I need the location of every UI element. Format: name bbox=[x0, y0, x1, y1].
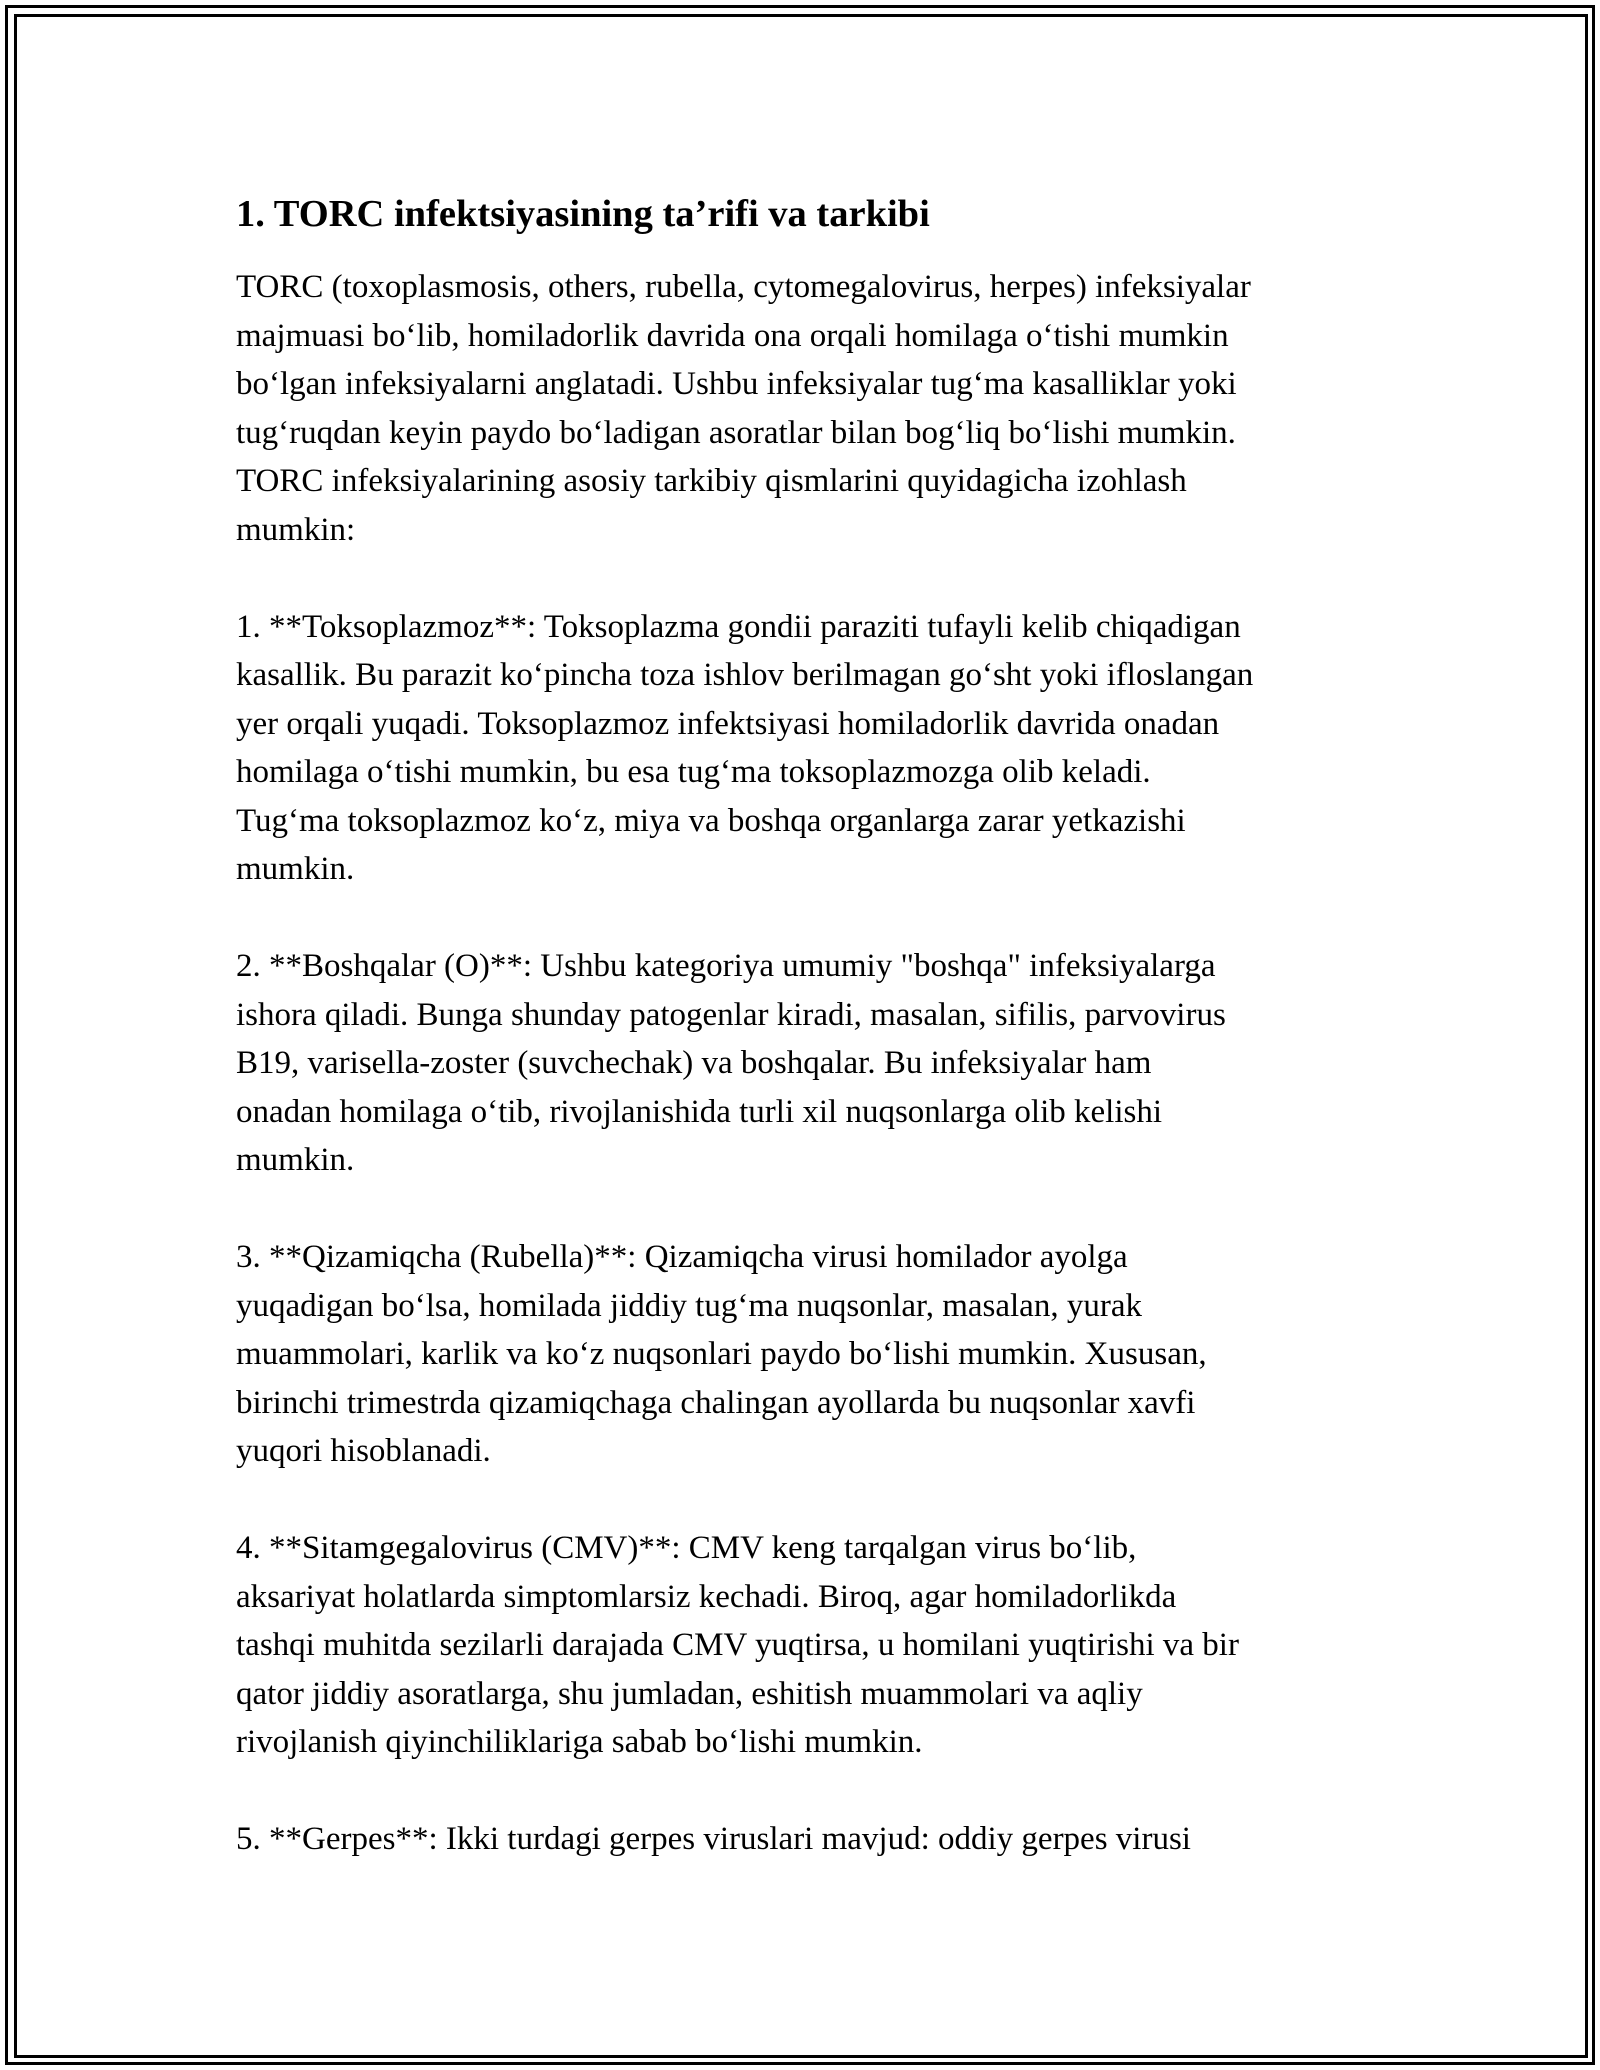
document-body bbox=[236, 185, 1386, 1864]
paragraph-gap bbox=[236, 1476, 1386, 1525]
intro-paragraph: TORC (toxoplasmosis, others, rubella, cytomegalovirus, herpes) infeksiyalar majmuasi bo‘lib, homiladorlik davrida ona orqali homilaga o‘tishi mumkin bo‘lgan infeksiyalarni anglatadi. Ushbu infeksiyalar tug‘ma kasalliklar yoki tug‘ruqdan keyin paydo bo‘ladigan asoratlar bilan bog‘liq bo‘lishi mumkin. TORC infeksiyalarining asosiy tarkibiy qismlarini quyidagicha izohlash mumkin: bbox=[236, 269, 1251, 548]
list-item-cmv: 4. **Sitamgegalovirus (CMV)**: CMV keng tarqalgan virus bo‘lib, aksariyat holatlarda simptomlarsiz kechadi. Biroq, agar homiladorlikda tashqi muhitda sezilarli darajada CMV yuqtirsa, u homilani yuqtirishi va bir qator jiddiy asoratlarga, shu jumladan, eshitish muammolari va aqliy rivojlanish qiyinchiliklariga sabab bo‘lishi mumkin. bbox=[236, 1530, 1239, 1760]
list-item-rubella: 3. **Qizamiqcha (Rubella)**: Qizamiqcha virusi homilador ayolga yuqadigan bo‘lsa, homilada jiddiy tug‘ma nuqsonlar, masalan, yurak muammolari, karlik va ko‘z nuqsonlari paydo bo‘lishi mumkin. Xususan, birinchi trimestrda qizamiqchaga chalingan ayollarda bu nuqsonlar xavfi yuqori hisoblanadi. bbox=[236, 1239, 1207, 1469]
paragraph-gap bbox=[236, 894, 1386, 943]
list-item-herpes: 5. **Gerpes**: Ikki turdagi gerpes viruslari mavjud: oddiy gerpes virusi bbox=[236, 1821, 1191, 1857]
paragraph-gap bbox=[236, 1185, 1386, 1234]
list-item-others: 2. **Boshqalar (O)**: Ushbu kategoriya umumiy "boshqa" infeksiyalarga ishora qiladi. Bunga shunday patogenlar kiradi, masalan, sifilis, parvovirus B19, varisella-zoster (suvchechak) va boshqalar. Bu infeksiyalar ham onadan homilaga o‘tib, rivojlanishida turli xil nuqsonlarga olib kelishi mumkin. bbox=[236, 948, 1226, 1178]
paragraph-gap bbox=[236, 1767, 1386, 1816]
list-item-toxoplasmosis: 1. **Toksoplazmoz**: Toksoplazma gondii paraziti tufayli kelib chiqadigan kasallik. Bu parazit ko‘pincha toza ishlov berilmagan go‘sht yoki ifloslangan yer orqali yuqadi. Toksoplazmoz infektsiyasi homiladorlik davrida onadan homilaga o‘tishi mumkin, bu esa tug‘ma toksoplazmozga olib keladi. Tug‘ma toksoplazmoz ko‘z, miya va boshqa organlarga zarar yetkazishi mumkin. bbox=[236, 608, 1254, 887]
paragraph-gap bbox=[236, 554, 1386, 603]
section-heading: 1. TORC infektsiyasining ta’rifi va tarkibi bbox=[236, 193, 930, 235]
